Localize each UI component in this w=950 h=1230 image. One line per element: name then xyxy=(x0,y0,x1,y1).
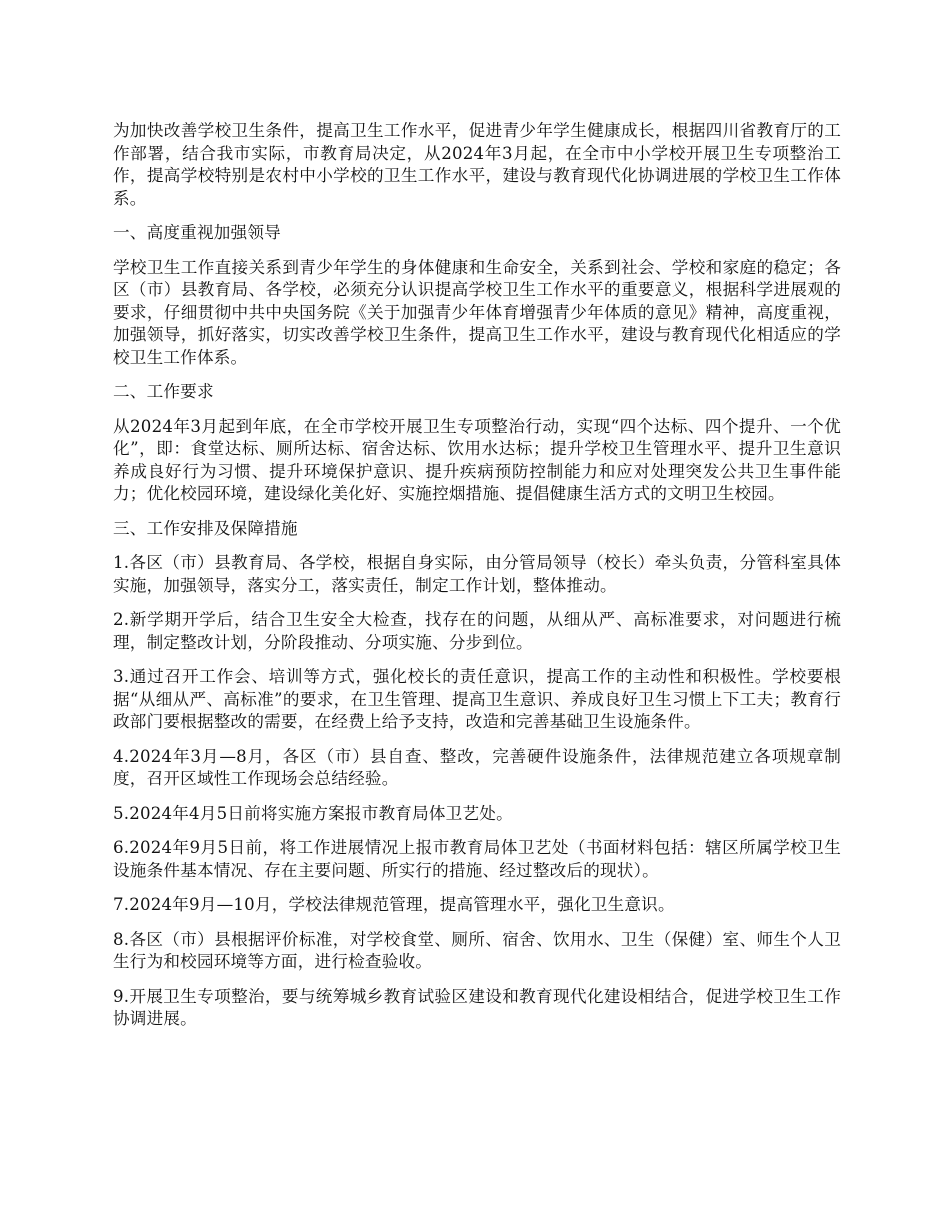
section-heading-requirements: 二、工作要求 xyxy=(113,382,214,401)
section-heading-arrangements: 三、工作安排及保障措施 xyxy=(113,518,298,538)
list-item: 8.各区（市）县根据评价标准，对学校食堂、厕所、宿舍、饮用水、卫生（保健）室、师生个人卫生行为和校园环境等方面，进行检查验收。 xyxy=(113,929,841,971)
list-item: 2.新学期开学后，结合卫生安全大检查，找存在的问题，从细从严、高标准要求，对问题进行梳理，制定整改计划，分阶段推动、分项实施、分步到位。 xyxy=(113,610,841,652)
section-body-leadership: 学校卫生工作直接关系到青少年学生的身体健康和生命安全，关系到社会、学校和家庭的稳定；各区（市）县教育局、各学校，必须充分认识提高学校卫生工作水平的重要意义，根据科学进展观的要求，仔细贯彻中共中央国务院《关于加强青少年体育增强青少年体质的意见》精神，高度重视，加强领导，抓好落实，切实改善学校卫生条件，提高卫生工作水平，建设与教育现代化相适应的学校卫生工作体系。 xyxy=(113,257,841,367)
document-body xyxy=(113,120,841,1043)
list-item: 1.各区（市）县教育局、各学校，根据自身实际，由分管局领导（校长）牵头负责，分管科室具体实施，加强领导，落实分工，落实责任，制定工作计划，整体推动。 xyxy=(113,553,841,595)
list-item: 9.开展卫生专项整治，要与统筹城乡教育试验区建设和教育现代化建设相结合，促进学校卫生工作协调进展。 xyxy=(113,986,841,1028)
list-item: 6.2024年9月5日前，将工作进展情况上报市教育局体卫艺处（书面材料包括：辖区所属学校卫生设施条件基本情况、存在主要问题、所实行的措施、经过整改后的现状）。 xyxy=(113,838,841,880)
list-item: 7.2024年9月—10月，学校法律规范管理，提高管理水平，强化卫生意识。 xyxy=(113,895,675,914)
list-item: 3.通过召开工作会、培训等方式，强化校长的责任意识，提高工作的主动性和积极性。学校要根据“从细从严、高标准”的要求，在卫生管理、提高卫生意识、养成良好卫生习惯上下工夫；教育行政部门要根据整改的需要，在经费上给予支持，改造和完善基础卫生设施条件。 xyxy=(113,667,841,731)
list-item: 4.2024年3月—8月，各区（市）县自查、整改，完善硬件设施条件，法律规范建立各项规章制度，召开区域性工作现场会总结经验。 xyxy=(113,746,841,788)
intro-paragraph: 为加快改善学校卫生条件，提高卫生工作水平，促进青少年学生健康成长，根据四川省教育厅的工作部署，结合我市实际，市教育局决定，从2024年3月起，在全市中小学校开展卫生专项整治工作，提高学校特别是农村中小学校的卫生工作水平，建设与教育现代化协调进展的学校卫生工作体系。 xyxy=(113,121,841,208)
section-heading-leadership: 一、高度重视加强领导 xyxy=(113,223,281,242)
list-item: 5.2024年4月5日前将实施方案报市教育局体卫艺处。 xyxy=(113,803,513,823)
section-body-requirements: 从2024年3月起到年底，在全市学校开展卫生专项整治行动，实现“四个达标、四个提升、一个优化”，即：食堂达标、厕所达标、宿舍达标、饮用水达标；提升学校卫生管理水平、提升卫生意识养成良好行为习惯、提升环境保护意识、提升疾病预防控制能力和应对处理突发公共卫生事件能力；优化校园环境，建设绿化美化好、实施控烟措施、提倡健康生活方式的文明卫生校园。 xyxy=(113,416,841,503)
